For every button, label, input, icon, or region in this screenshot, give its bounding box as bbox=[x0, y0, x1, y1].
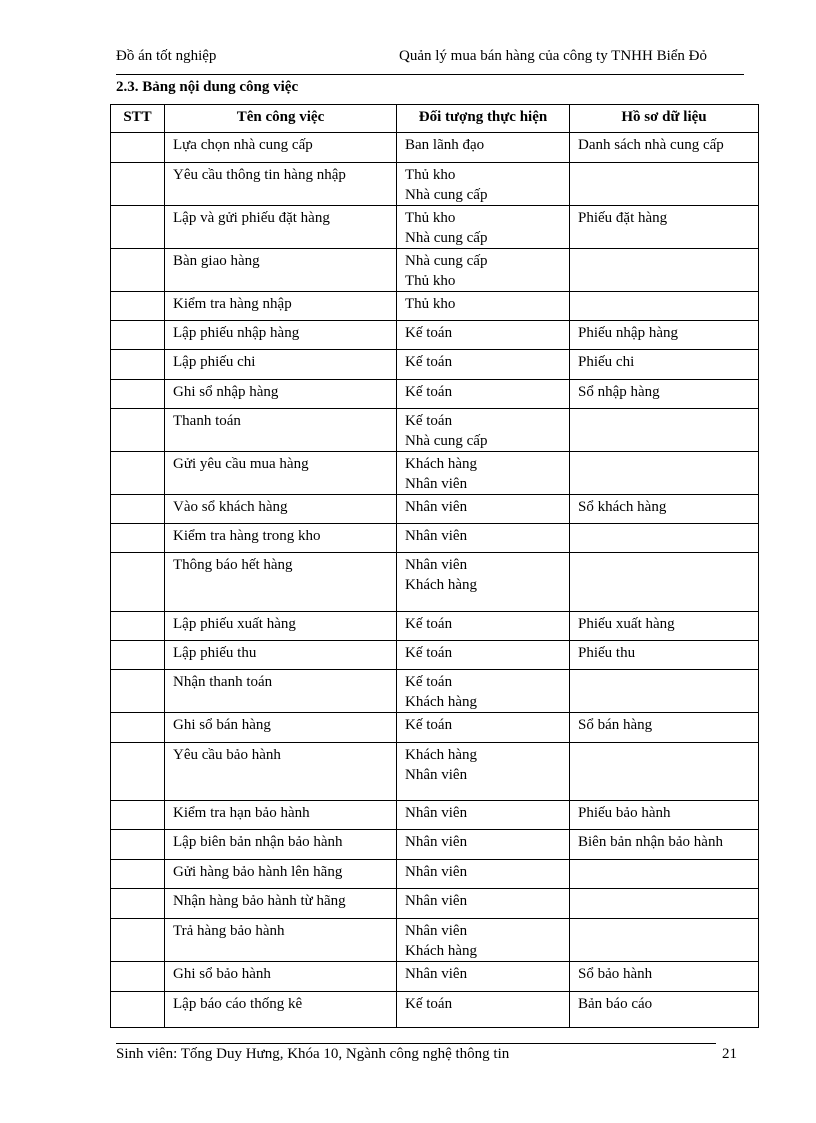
table-row bbox=[111, 919, 759, 962]
cell-record: Sổ khách hàng bbox=[570, 495, 759, 524]
cell-actor: Nhân viên bbox=[397, 830, 570, 860]
cell-task: Ghi sổ bán hàng bbox=[165, 713, 397, 743]
table-row bbox=[111, 350, 759, 380]
cell-stt bbox=[111, 380, 165, 409]
cell-actor: Nhân viên bbox=[397, 801, 570, 830]
table-row bbox=[111, 713, 759, 743]
cell-task: Lập phiếu thu bbox=[165, 641, 397, 670]
cell-actor: Kế toán bbox=[397, 992, 570, 1028]
cell-actor: Kế toán bbox=[397, 641, 570, 670]
cell-actor: Kế toán bbox=[397, 321, 570, 350]
cell-stt bbox=[111, 409, 165, 452]
work-content-table bbox=[110, 104, 759, 1028]
cell-stt bbox=[111, 801, 165, 830]
table-row bbox=[111, 743, 759, 801]
cell-actor: Thủ kho Nhà cung cấp bbox=[397, 163, 570, 206]
cell-task: Lập biên bản nhận bảo hành bbox=[165, 830, 397, 860]
cell-record bbox=[570, 919, 759, 962]
cell-stt bbox=[111, 919, 165, 962]
cell-actor: Kế toán Nhà cung cấp bbox=[397, 409, 570, 452]
cell-actor: Kế toán Khách hàng bbox=[397, 670, 570, 713]
cell-task: Yêu cầu bảo hành bbox=[165, 743, 397, 801]
table-row bbox=[111, 206, 759, 249]
cell-task: Lựa chọn nhà cung cấp bbox=[165, 133, 397, 163]
cell-stt bbox=[111, 670, 165, 713]
table-row bbox=[111, 670, 759, 713]
table-row bbox=[111, 292, 759, 321]
cell-stt bbox=[111, 350, 165, 380]
cell-record: Sổ nhập hàng bbox=[570, 380, 759, 409]
table-row bbox=[111, 133, 759, 163]
cell-task: Nhận thanh toán bbox=[165, 670, 397, 713]
cell-record: Sổ bảo hành bbox=[570, 962, 759, 992]
cell-task: Lập phiếu xuất hàng bbox=[165, 612, 397, 641]
cell-record bbox=[570, 860, 759, 889]
cell-task: Trả hàng bảo hành bbox=[165, 919, 397, 962]
cell-stt bbox=[111, 292, 165, 321]
cell-record bbox=[570, 889, 759, 919]
cell-stt bbox=[111, 553, 165, 612]
page-header bbox=[116, 46, 744, 75]
cell-task: Lập và gửi phiếu đặt hàng bbox=[165, 206, 397, 249]
table-body bbox=[111, 133, 759, 1028]
cell-task: Yêu cầu thông tin hàng nhập bbox=[165, 163, 397, 206]
page-number: 21 bbox=[722, 1046, 737, 1062]
cell-stt bbox=[111, 743, 165, 801]
table-row bbox=[111, 163, 759, 206]
cell-stt bbox=[111, 641, 165, 670]
cell-stt bbox=[111, 321, 165, 350]
table-row bbox=[111, 860, 759, 889]
table-row bbox=[111, 524, 759, 553]
cell-stt bbox=[111, 133, 165, 163]
cell-actor: Thủ kho Nhà cung cấp bbox=[397, 206, 570, 249]
cell-task: Ghi sổ nhập hàng bbox=[165, 380, 397, 409]
cell-stt bbox=[111, 249, 165, 292]
cell-task: Gửi hàng bảo hành lên hãng bbox=[165, 860, 397, 889]
cell-record: Phiếu bảo hành bbox=[570, 801, 759, 830]
footer-student-info: Sinh viên: Tống Duy Hưng, Khóa 10, Ngành công nghệ thông tin bbox=[116, 1046, 510, 1062]
cell-actor: Nhân viên bbox=[397, 860, 570, 889]
cell-actor: Nhân viên bbox=[397, 524, 570, 553]
cell-task: Lập phiếu nhập hàng bbox=[165, 321, 397, 350]
cell-task: Gửi yêu cầu mua hàng bbox=[165, 452, 397, 495]
cell-record: Phiếu thu bbox=[570, 641, 759, 670]
cell-stt bbox=[111, 713, 165, 743]
cell-record bbox=[570, 452, 759, 495]
cell-task: Lập phiếu chi bbox=[165, 350, 397, 380]
cell-actor: Kế toán bbox=[397, 713, 570, 743]
cell-task: Thanh toán bbox=[165, 409, 397, 452]
cell-record: Danh sách nhà cung cấp bbox=[570, 133, 759, 163]
cell-stt bbox=[111, 830, 165, 860]
cell-task: Lập báo cáo thống kê bbox=[165, 992, 397, 1028]
cell-stt bbox=[111, 889, 165, 919]
cell-record bbox=[570, 409, 759, 452]
table-row bbox=[111, 409, 759, 452]
table-row bbox=[111, 249, 759, 292]
table-row bbox=[111, 321, 759, 350]
cell-record bbox=[570, 670, 759, 713]
column-header-record: Hồ sơ dữ liệu bbox=[570, 105, 759, 133]
cell-actor: Ban lãnh đạo bbox=[397, 133, 570, 163]
column-header-actor: Đối tượng thực hiện bbox=[397, 105, 570, 133]
cell-actor: Nhân viên Khách hàng bbox=[397, 553, 570, 612]
cell-record bbox=[570, 292, 759, 321]
cell-task: Ghi sổ bảo hành bbox=[165, 962, 397, 992]
cell-stt bbox=[111, 206, 165, 249]
cell-stt bbox=[111, 524, 165, 553]
cell-record bbox=[570, 249, 759, 292]
cell-stt bbox=[111, 163, 165, 206]
cell-record: Phiếu xuất hàng bbox=[570, 612, 759, 641]
cell-task: Thông báo hết hàng bbox=[165, 553, 397, 612]
cell-record: Biên bản nhận bảo hành bbox=[570, 830, 759, 860]
table-row bbox=[111, 801, 759, 830]
cell-actor: Kế toán bbox=[397, 612, 570, 641]
cell-task: Kiểm tra hàng trong kho bbox=[165, 524, 397, 553]
cell-record: Phiếu chi bbox=[570, 350, 759, 380]
cell-record: Sổ bán hàng bbox=[570, 713, 759, 743]
cell-task: Kiểm tra hàng nhập bbox=[165, 292, 397, 321]
table-row bbox=[111, 992, 759, 1028]
cell-record bbox=[570, 553, 759, 612]
cell-record: Bản báo cáo bbox=[570, 992, 759, 1028]
cell-task: Nhận hàng bảo hành từ hãng bbox=[165, 889, 397, 919]
table-header-row bbox=[111, 105, 759, 133]
table-row bbox=[111, 889, 759, 919]
header-right-title: Quản lý mua bán hàng của công ty TNHH Biển Đỏ bbox=[399, 48, 707, 64]
cell-stt bbox=[111, 612, 165, 641]
table-row bbox=[111, 553, 759, 612]
cell-task: Kiểm tra hạn bảo hành bbox=[165, 801, 397, 830]
table-row bbox=[111, 495, 759, 524]
cell-actor: Nhân viên bbox=[397, 962, 570, 992]
cell-stt bbox=[111, 962, 165, 992]
cell-actor: Kế toán bbox=[397, 380, 570, 409]
table-row bbox=[111, 830, 759, 860]
cell-record: Phiếu nhập hàng bbox=[570, 321, 759, 350]
cell-stt bbox=[111, 452, 165, 495]
cell-stt bbox=[111, 495, 165, 524]
cell-stt bbox=[111, 992, 165, 1028]
table-row bbox=[111, 641, 759, 670]
cell-actor: Nhân viên bbox=[397, 889, 570, 919]
cell-actor: Nhà cung cấp Thủ kho bbox=[397, 249, 570, 292]
cell-record bbox=[570, 163, 759, 206]
table-row bbox=[111, 962, 759, 992]
column-header-task: Tên công việc bbox=[165, 105, 397, 133]
table-row bbox=[111, 380, 759, 409]
cell-task: Bàn giao hàng bbox=[165, 249, 397, 292]
cell-actor: Khách hàng Nhân viên bbox=[397, 743, 570, 801]
cell-stt bbox=[111, 860, 165, 889]
cell-actor: Khách hàng Nhân viên bbox=[397, 452, 570, 495]
cell-actor: Nhân viên bbox=[397, 495, 570, 524]
cell-record bbox=[570, 524, 759, 553]
header-left-title: Đồ án tốt nghiệp bbox=[116, 48, 217, 64]
cell-actor: Kế toán bbox=[397, 350, 570, 380]
section-title: 2.3. Bảng nội dung công việc bbox=[116, 79, 299, 95]
cell-record: Phiếu đặt hàng bbox=[570, 206, 759, 249]
cell-record bbox=[570, 743, 759, 801]
table-row bbox=[111, 452, 759, 495]
footer-rule bbox=[116, 1043, 716, 1044]
table-row bbox=[111, 612, 759, 641]
cell-task: Vào sổ khách hàng bbox=[165, 495, 397, 524]
column-header-stt: STT bbox=[111, 105, 165, 133]
cell-actor: Nhân viên Khách hàng bbox=[397, 919, 570, 962]
cell-actor: Thủ kho bbox=[397, 292, 570, 321]
